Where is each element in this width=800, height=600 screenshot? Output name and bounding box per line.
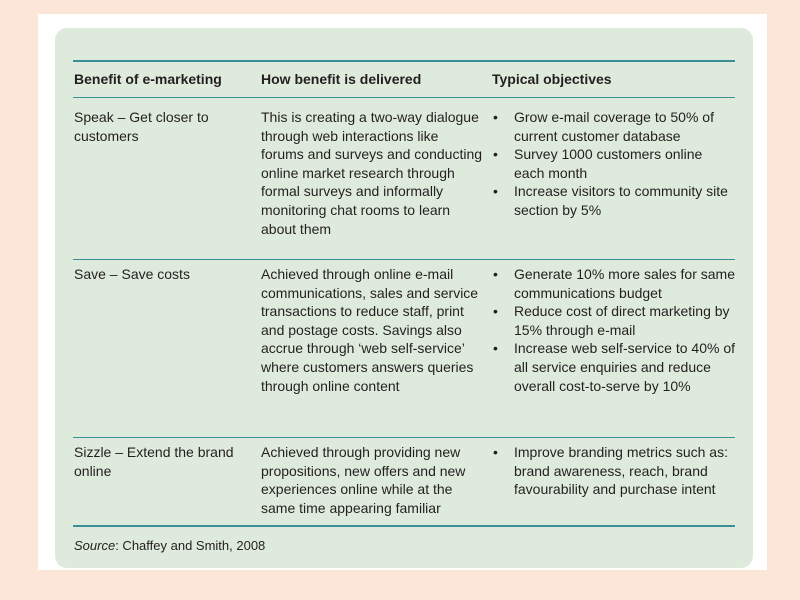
objective-item: • Survey 1000 customers online each month [492,145,736,182]
row-speak-benefit: Speak – Get closer to customers [74,109,209,144]
header-rule [73,97,735,98]
header-benefit: Benefit of e-marketing [74,71,222,87]
row-divider [73,259,735,260]
header-delivery: How benefit is delivered [261,71,422,87]
row-sizzle-benefit: Sizzle – Extend the brand online [74,444,234,479]
table-panel [55,28,753,568]
row-save-benefit: Save – Save costs [74,266,190,282]
source-text: : Chaffey and Smith, 2008 [115,538,266,553]
row-save-delivery: Achieved through online e-mail communications, sales and service transactions to reduce staff, print and postage costs. Savings also accrue through ‘web self-service’ where customers answers queries through online content [261,266,479,394]
table-bottom-rule [73,525,735,527]
table-top-rule [73,60,735,62]
row-divider [73,437,735,438]
slide-frame [38,14,767,570]
source-label: Source [74,538,116,553]
row-speak-objectives [492,108,736,220]
objective-item: • Grow e-mail coverage to 50% of current customer database [492,108,736,145]
row-save-objectives [492,265,736,395]
objective-item: • Increase visitors to community site section by 5% [492,182,736,219]
header-objectives: Typical objectives [492,71,612,87]
objective-item: • Improve branding metrics such as: brand awareness, reach, brand favourability and purchase intent [492,443,736,499]
objective-item: • Reduce cost of direct marketing by 15% through e-mail [492,302,736,339]
row-sizzle-delivery: Achieved through providing new propositions, new offers and new experiences online while at the same time appearing familiar [261,444,466,516]
objective-item: • Increase web self-service to 40% of all service enquiries and reduce overall cost-to-serve by 10% [492,339,736,395]
row-speak-delivery: This is creating a two-way dialogue through web interactions like forums and surveys and conducting online market research through formal surveys and informally monitoring chat rooms to learn about them [261,109,483,237]
source-note [74,538,265,553]
objective-item: • Generate 10% more sales for same communications budget [492,265,736,302]
row-sizzle-objectives [492,443,736,499]
